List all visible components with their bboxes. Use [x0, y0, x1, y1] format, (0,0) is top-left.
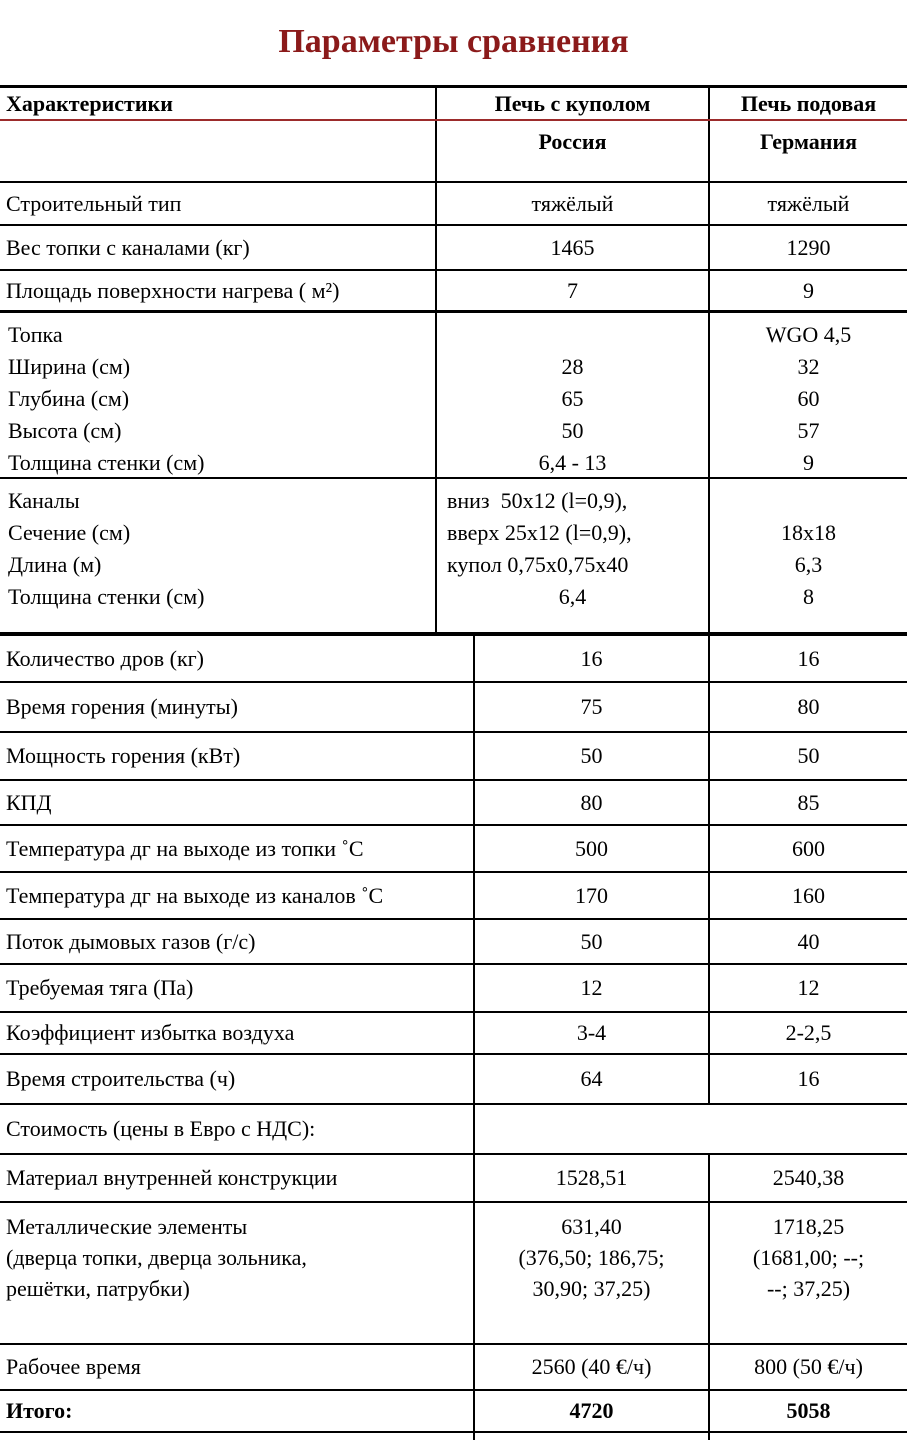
- table-subheader-row: [0, 121, 907, 183]
- table-row: [0, 226, 907, 271]
- russia-value: 50: [475, 733, 710, 779]
- cost-section-row: [0, 1105, 907, 1155]
- group-value-line: 60: [797, 386, 820, 411]
- row-label: КПД: [0, 781, 475, 824]
- group-value-line: 6,3: [794, 552, 823, 577]
- channels-labels: [0, 479, 437, 632]
- cost-section-label: Стоимость (цены в Евро с НДС):: [0, 1105, 475, 1153]
- row-label: Коэффициент избытка воздуха: [0, 1013, 475, 1053]
- total-germany-value: 5058: [786, 1398, 831, 1423]
- group-value-line: 32: [797, 354, 820, 379]
- header-hearth-stove: Печь подовая: [740, 90, 877, 116]
- channels-germany-values: [710, 479, 907, 632]
- germany-value: 16: [797, 1066, 820, 1091]
- tail-cell: [0, 1433, 475, 1440]
- russia-value: 7: [437, 271, 710, 310]
- subheader-empty-cell: [0, 121, 437, 181]
- row-label: Вес топки с каналами (кг): [0, 226, 437, 269]
- group-label-line: Каналы: [8, 488, 80, 513]
- metal-germany-values: [710, 1203, 907, 1343]
- table-row: [0, 873, 907, 920]
- metal-elements-label: [0, 1203, 475, 1343]
- group-value-line: [718, 485, 899, 517]
- group-label-line: Длина (м): [8, 552, 102, 577]
- table-row: [0, 636, 907, 683]
- table-row: [0, 183, 907, 226]
- group-value-line: вверх 25x12 (l=0,9),: [447, 520, 632, 545]
- group-value-line: 50: [561, 418, 584, 443]
- firebox-group-row: [0, 313, 907, 479]
- firebox-russia-values: [437, 313, 710, 477]
- total-label: Итого:: [0, 1391, 475, 1431]
- group-value-line: [445, 319, 700, 351]
- row-label: Материал внутренней конструкции: [0, 1155, 475, 1201]
- germany-value: 800 (50 €/ч): [754, 1354, 863, 1379]
- table-header-row: [0, 88, 907, 121]
- firebox-labels: [0, 313, 437, 477]
- group-value-line: вниз 50x12 (l=0,9),: [447, 488, 628, 513]
- group-value-line: WGO 4,5: [765, 322, 852, 347]
- russia-value: 1465: [437, 226, 710, 269]
- group-label-line: Топка: [8, 322, 63, 347]
- title-area: [0, 0, 907, 85]
- russia-value: 50: [475, 920, 710, 963]
- table-row: [0, 1013, 907, 1055]
- row-label: Мощность горения (кВт): [0, 733, 475, 779]
- russia-value: 3-4: [475, 1013, 710, 1053]
- germany-value: 40: [797, 928, 820, 954]
- value-line: --; 37,25): [766, 1276, 851, 1301]
- value-line: 631,40: [561, 1214, 622, 1239]
- group-label-line: Высота (см): [8, 418, 122, 443]
- table-row: [0, 683, 907, 733]
- row-label: Поток дымовых газов (г/с): [0, 920, 475, 963]
- value-line: 30,90; 37,25): [532, 1276, 651, 1301]
- table-row: [0, 826, 907, 873]
- russia-value: 500: [475, 826, 710, 871]
- group-value-line: 6,4 - 13: [538, 450, 607, 475]
- group-label-line: Ширина (см): [8, 354, 131, 379]
- group-label-line: Толщина стенки (см): [8, 584, 205, 609]
- value-line: 1718,25: [772, 1214, 845, 1239]
- total-russia-value: 4720: [475, 1391, 710, 1431]
- table-row: [0, 1055, 907, 1105]
- row-label: Время горения (минуты): [0, 683, 475, 731]
- row-label: Время строительства (ч): [0, 1055, 475, 1103]
- table-row: [0, 733, 907, 781]
- row-label: Температура дг на выходе из каналов ˚С: [0, 873, 475, 918]
- label-line: решётки, патрубки): [6, 1276, 190, 1301]
- germany-value: 2-2,5: [785, 1020, 832, 1045]
- russia-value: 75: [475, 683, 710, 731]
- germany-value: 50: [797, 743, 820, 768]
- group-value-line: 18x18: [781, 520, 836, 545]
- group-value-line: купол 0,75x0,75x40: [447, 552, 629, 577]
- cost-section-empty-cell: [475, 1105, 907, 1153]
- germany-value: 2540,38: [772, 1165, 845, 1190]
- group-label-line: Сечение (см): [8, 520, 131, 545]
- row-label: Рабочее время: [0, 1345, 475, 1389]
- group-value-line: 65: [561, 386, 584, 411]
- germany-value: 600: [792, 835, 825, 861]
- row-label: Строительный тип: [0, 183, 437, 224]
- header-dome-stove: Печь с куполом: [437, 88, 710, 119]
- russia-value: 16: [475, 636, 710, 681]
- table-tail-strip: [0, 1433, 907, 1440]
- tail-cell: [710, 1433, 907, 1440]
- germany-value: 9: [803, 277, 814, 303]
- germany-value: 16: [797, 645, 820, 671]
- channels-russia-values: [437, 479, 710, 632]
- germany-value: 80: [797, 694, 820, 719]
- channels-group-row: [0, 479, 907, 636]
- germany-value: 1290: [786, 234, 831, 260]
- label-line: (дверца топки, дверца зольника,: [6, 1245, 307, 1270]
- metal-elements-row: [0, 1203, 907, 1345]
- metal-russia-values: [475, 1203, 710, 1343]
- country-germany: Германия: [759, 129, 858, 154]
- table-row: [0, 920, 907, 965]
- russia-value: 1528,51: [475, 1155, 710, 1201]
- total-row: [0, 1391, 907, 1433]
- table-row: [0, 1345, 907, 1391]
- country-russia: Россия: [437, 121, 710, 181]
- value-line: (1681,00; --;: [752, 1245, 865, 1270]
- table-row: [0, 781, 907, 826]
- germany-value: 12: [797, 975, 820, 1000]
- russia-value: 12: [475, 965, 710, 1011]
- russia-value: 80: [475, 781, 710, 824]
- group-label-line: Толщина стенки (см): [8, 450, 205, 475]
- russia-value: 170: [475, 873, 710, 918]
- label-line: Металлические элементы: [6, 1214, 248, 1239]
- header-characteristics: Характеристики: [0, 88, 437, 119]
- russia-value: 2560 (40 €/ч): [475, 1345, 710, 1389]
- group-value-line: 6,4: [558, 584, 587, 609]
- row-label: Количество дров (кг): [0, 636, 475, 681]
- group-value-line: 8: [803, 584, 814, 609]
- germany-value: 85: [797, 789, 820, 815]
- firebox-germany-values: [710, 313, 907, 477]
- page-title: Параметры сравнения: [278, 23, 629, 60]
- germany-value: тяжёлый: [767, 190, 850, 216]
- russia-value: тяжёлый: [437, 183, 710, 224]
- russia-value: 64: [475, 1055, 710, 1103]
- group-value-line: 28: [561, 354, 584, 379]
- row-label: Требуемая тяга (Па): [0, 965, 475, 1011]
- group-value-line: 57: [797, 418, 820, 443]
- group-value-line: 9: [803, 450, 814, 475]
- group-label-line: Глубина (см): [8, 386, 130, 411]
- row-label: Температура дг на выходе из топки ˚С: [0, 826, 475, 871]
- value-line: (376,50; 186,75;: [518, 1245, 665, 1270]
- germany-value: 160: [792, 882, 825, 908]
- comparison-table: [0, 85, 907, 1440]
- table-row: [0, 965, 907, 1013]
- row-label: Площадь поверхности нагрева ( м²): [0, 271, 437, 310]
- table-row: [0, 1155, 907, 1203]
- tail-cell: [475, 1433, 710, 1440]
- table-row: [0, 271, 907, 313]
